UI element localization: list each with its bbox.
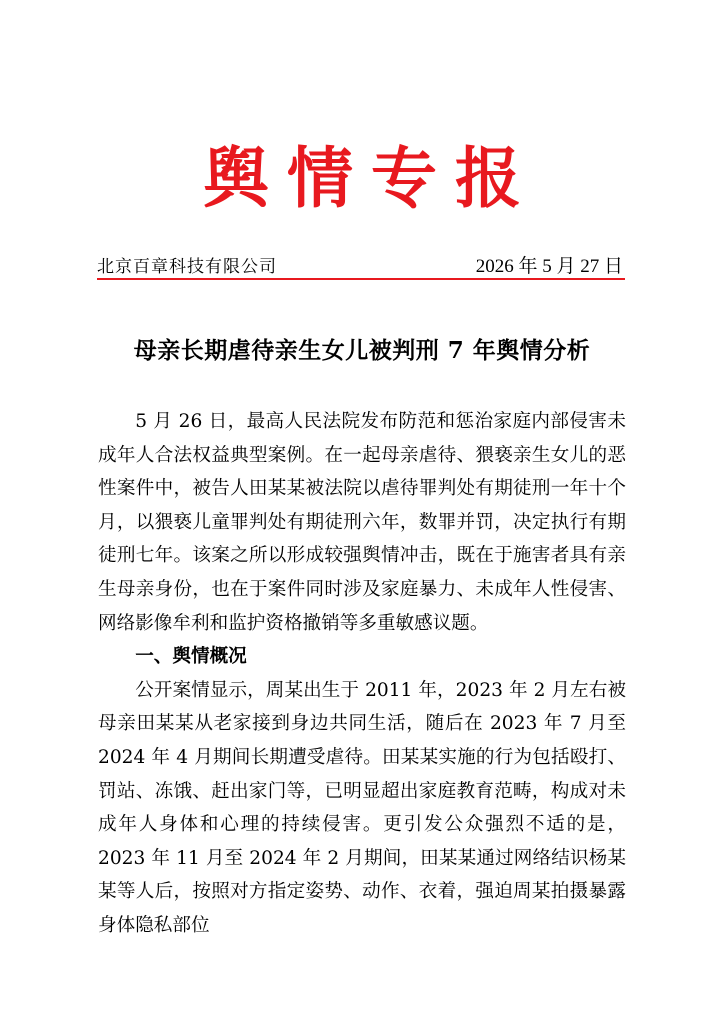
document-header bbox=[97, 254, 625, 280]
section-heading-overview: 一、舆情概况 bbox=[135, 646, 247, 668]
document-title: 母亲长期虐待亲生女儿被判刑 7 年舆情分析 bbox=[133, 337, 591, 364]
intro-paragraph: 5 月 26 日，最高人民法院发布防范和惩治家庭内部侵害未成年人合法权益典型案例。在一起母亲虐待、猥亵亲生女儿的恶性案件中，被告人田某某被法院以虐待罪判处有期徒刑一年十个月，以猥亵儿童罪判处有期徒刑六年，数罪并罚，决定执行有期徒刑七年。该案之所以形成较强舆情冲击，既在于施害者具有亲生母亲身份，也在于案件同时涉及家庭暴力、未成年人性侵害、网络影像牟利和监护资格撤销等多重敏感议题。 bbox=[98, 411, 626, 634]
organization-name: 北京百章科技有限公司 bbox=[97, 257, 277, 277]
document-body bbox=[98, 405, 626, 943]
issue-date: 2026 年 5 月 27 日 bbox=[475, 256, 623, 277]
red-divider-line bbox=[97, 278, 625, 280]
overview-paragraph: 公开案情显示，周某出生于 2011 年，2023 年 2 月左右被母亲田某某从老家接到身边共同生活，随后在 2023 年 7 月至 2024 年 4 月期间长期遭受虐待。田某某实施的行为包括殴打、罚站、冻饿、赶出家门等，已明显超出家庭教育范畴，构成对未成年人身体和心理的持续侵害。更引发公众强烈不适的是，2023 年 11 月至 2024 年 2 月期间，田某某通过网络结识杨某某等人后，按照对方指定姿势、动作、衣着，强迫周某拍摄暴露身体隐私部位 bbox=[98, 679, 626, 936]
masthead-title: 舆情专报 bbox=[203, 139, 539, 217]
